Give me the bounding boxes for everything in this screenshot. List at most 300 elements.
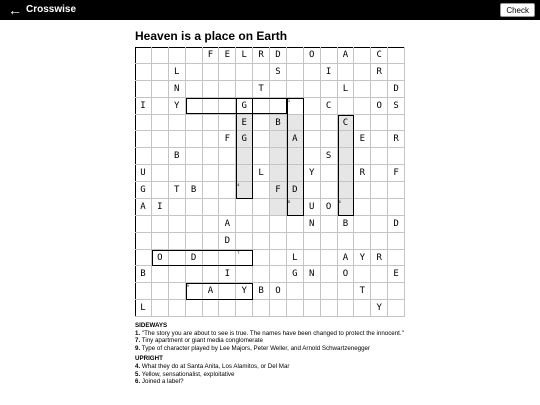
grid-cell[interactable] (354, 81, 371, 98)
cell-letter: L (173, 66, 180, 77)
grid-cell[interactable] (371, 250, 388, 267)
cell-letter: R (376, 66, 382, 77)
grid-cell[interactable] (253, 81, 270, 98)
grid-cell[interactable] (253, 165, 270, 182)
grid-cell[interactable] (236, 250, 253, 267)
grid-cell[interactable] (287, 250, 304, 267)
grid-cell[interactable] (371, 283, 388, 300)
grid-cell[interactable] (270, 115, 287, 132)
grid-cell[interactable] (388, 148, 405, 165)
grid-cell[interactable] (287, 283, 304, 300)
grid-cell[interactable] (186, 131, 203, 148)
grid-cells (135, 47, 405, 317)
clue-number: 9 (186, 283, 189, 289)
grid-cell[interactable] (219, 148, 236, 165)
grid-cell[interactable] (203, 165, 220, 182)
clue-sideways-7[interactable]: 7. Tiny apartment or giant media conglomerate (135, 337, 263, 345)
grid-cell[interactable] (304, 64, 321, 81)
grid-cell[interactable] (219, 300, 236, 317)
grid-cell[interactable] (321, 266, 338, 283)
grid-cell[interactable] (135, 233, 152, 250)
grid-cell[interactable] (253, 148, 270, 165)
grid-cell[interactable] (236, 115, 253, 132)
grid-cell[interactable] (388, 250, 405, 267)
grid-cell[interactable] (388, 199, 405, 216)
grid-cell[interactable] (169, 165, 186, 182)
grid-cell[interactable] (135, 250, 152, 267)
grid-cell[interactable] (152, 81, 169, 98)
grid-cell[interactable] (388, 182, 405, 199)
grid-cell[interactable] (186, 182, 203, 199)
grid-cell[interactable] (152, 148, 169, 165)
grid-cell[interactable] (135, 300, 152, 317)
grid-cell[interactable] (186, 47, 203, 64)
grid-cell[interactable] (219, 165, 236, 182)
grid-cell[interactable] (253, 47, 270, 64)
cell-letter: F (224, 134, 231, 145)
grid-cell[interactable] (135, 81, 152, 98)
grid-cell[interactable] (253, 250, 270, 267)
grid-cell[interactable] (169, 216, 186, 233)
grid-cell[interactable] (354, 199, 371, 216)
grid-cell[interactable] (338, 300, 355, 317)
grid-cell[interactable] (321, 131, 338, 148)
grid-cell[interactable] (388, 233, 405, 250)
clue-sideways-1[interactable]: 1. "The story you are about to see is true. The names have been changed to protect the innocent." (135, 329, 404, 337)
grid-cell[interactable] (169, 98, 186, 115)
grid-cell[interactable] (287, 216, 304, 233)
grid-cell[interactable] (253, 64, 270, 81)
grid-cell[interactable] (354, 250, 371, 267)
back-arrow-icon[interactable]: ← (8, 2, 22, 18)
grid-cell[interactable] (186, 233, 203, 250)
grid-cell[interactable] (354, 165, 371, 182)
grid-cell[interactable] (287, 131, 304, 148)
grid-cell[interactable] (135, 148, 152, 165)
grid-cell[interactable] (152, 233, 169, 250)
grid-cell[interactable] (304, 131, 321, 148)
grid-cell[interactable] (304, 115, 321, 132)
grid-cell[interactable] (152, 131, 169, 148)
grid-cell[interactable] (203, 81, 220, 98)
grid-cell[interactable] (388, 64, 405, 81)
grid-cell[interactable] (186, 283, 203, 300)
grid-cell[interactable] (354, 266, 371, 283)
grid-cell[interactable] (203, 64, 220, 81)
grid-cell[interactable] (219, 64, 236, 81)
grid-cell[interactable] (388, 216, 405, 233)
grid-cell[interactable] (203, 216, 220, 233)
grid-cell[interactable] (304, 216, 321, 233)
cell-letter: S (325, 151, 332, 162)
grid-cell[interactable] (388, 283, 405, 300)
grid-cell[interactable] (270, 165, 287, 182)
grid-cell[interactable] (236, 81, 253, 98)
grid-cell[interactable] (236, 64, 253, 81)
grid-cell[interactable] (219, 98, 236, 115)
grid-cell[interactable] (371, 300, 388, 317)
grid-cell[interactable] (169, 182, 186, 199)
grid-cell[interactable] (203, 148, 220, 165)
grid-cell[interactable] (186, 250, 203, 267)
cell-letter: I (140, 100, 146, 111)
grid-cell[interactable] (135, 266, 152, 283)
cell-letter: R (376, 252, 382, 263)
grid-cell[interactable] (253, 300, 270, 317)
clue-sideways-9[interactable]: 9. Type of character played by Lee Majors, Peter Weller, and Arnold Schwartzenegger (135, 344, 371, 352)
grid-cell[interactable] (354, 98, 371, 115)
grid-cell[interactable] (219, 233, 236, 250)
cell-letter: F (207, 50, 214, 60)
grid-cell[interactable] (219, 47, 236, 64)
grid-cell[interactable] (152, 216, 169, 233)
grid-cell[interactable] (388, 47, 405, 64)
grid-cell[interactable] (338, 115, 355, 132)
grid-cell[interactable] (304, 199, 321, 216)
grid-cell[interactable] (186, 64, 203, 81)
cell-letter: E (241, 117, 247, 128)
grid-cell[interactable] (169, 233, 186, 250)
grid-cell[interactable] (388, 165, 405, 182)
grid-cell[interactable] (338, 283, 355, 300)
grid-cell[interactable] (219, 283, 236, 300)
grid-cell[interactable] (270, 283, 287, 300)
grid-cell[interactable] (321, 216, 338, 233)
grid-cell[interactable] (321, 182, 338, 199)
grid-cell[interactable] (388, 98, 405, 115)
grid-cell[interactable] (236, 148, 253, 165)
grid-cell[interactable] (152, 165, 169, 182)
grid-cell[interactable] (287, 98, 304, 115)
grid-cell[interactable] (388, 300, 405, 317)
grid-cell[interactable] (219, 216, 236, 233)
grid-cell[interactable] (135, 216, 152, 233)
grid-cell[interactable] (321, 283, 338, 300)
grid-cell[interactable] (388, 266, 405, 283)
grid-cell[interactable] (304, 283, 321, 300)
grid-cell[interactable] (354, 182, 371, 199)
grid-cell[interactable] (169, 81, 186, 98)
grid-cell[interactable] (354, 300, 371, 317)
grid-cell[interactable] (371, 216, 388, 233)
grid-cell[interactable] (338, 266, 355, 283)
grid-cell[interactable] (338, 233, 355, 250)
grid-cell[interactable] (304, 233, 321, 250)
grid-cell[interactable] (219, 182, 236, 199)
grid-cell[interactable] (287, 148, 304, 165)
grid-cell[interactable] (287, 266, 304, 283)
grid-cell[interactable] (371, 182, 388, 199)
grid-cell[interactable] (270, 131, 287, 148)
grid-cell[interactable] (236, 233, 253, 250)
cell-letter: R (258, 50, 264, 60)
grid-cell[interactable] (354, 148, 371, 165)
grid-cell[interactable] (321, 233, 338, 250)
grid-cell[interactable] (135, 165, 152, 182)
grid-cell[interactable] (219, 199, 236, 216)
grid-cell[interactable] (236, 165, 253, 182)
grid-cell[interactable] (253, 98, 270, 115)
grid-cell[interactable] (321, 148, 338, 165)
grid-cell[interactable] (371, 131, 388, 148)
cell-letter: E (393, 269, 399, 280)
grid-cell[interactable] (287, 182, 304, 199)
grid-cell[interactable] (321, 250, 338, 267)
grid-cell[interactable] (203, 115, 220, 132)
grid-cell[interactable] (186, 199, 203, 216)
grid-cell[interactable] (236, 199, 253, 216)
grid-cell[interactable] (203, 233, 220, 250)
grid-cell[interactable] (338, 165, 355, 182)
grid-cell[interactable] (253, 233, 270, 250)
grid-cell[interactable] (152, 199, 169, 216)
grid-cell[interactable] (169, 148, 186, 165)
grid-cell[interactable] (304, 98, 321, 115)
clue-number: 4 (237, 182, 240, 187)
grid-cell[interactable] (169, 115, 186, 132)
grid-cell[interactable] (203, 250, 220, 267)
grid-cell[interactable] (253, 115, 270, 132)
grid-cell[interactable] (304, 47, 321, 64)
grid-cell[interactable] (152, 283, 169, 300)
grid-cell[interactable] (371, 266, 388, 283)
grid-cell[interactable] (304, 250, 321, 267)
grid-cell[interactable] (186, 115, 203, 132)
grid-cell[interactable] (152, 64, 169, 81)
grid-cell[interactable] (236, 300, 253, 317)
grid-cell[interactable] (152, 266, 169, 283)
grid-cell[interactable] (270, 148, 287, 165)
grid-cell[interactable] (388, 131, 405, 148)
grid-cell[interactable] (338, 81, 355, 98)
grid-cell[interactable] (236, 47, 253, 64)
grid-cell[interactable] (371, 233, 388, 250)
grid-cell[interactable] (203, 266, 220, 283)
cell-letter: C (376, 50, 382, 60)
grid-cell[interactable] (203, 199, 220, 216)
grid-cell[interactable] (270, 250, 287, 267)
grid-cell[interactable] (270, 182, 287, 199)
grid-cell[interactable] (287, 115, 304, 132)
cell-letter: G (241, 134, 247, 145)
grid-cell[interactable] (169, 47, 186, 64)
grid-cell[interactable] (135, 115, 152, 132)
grid-cell[interactable] (321, 165, 338, 182)
grid-cell[interactable] (338, 148, 355, 165)
grid-cell[interactable] (219, 131, 236, 148)
grid-cell[interactable] (169, 64, 186, 81)
cell-letter: D (190, 252, 197, 263)
grid-cell[interactable] (287, 64, 304, 81)
cell-letter: E (359, 134, 366, 145)
grid-cell[interactable] (203, 300, 220, 317)
grid-cell[interactable] (338, 216, 355, 233)
grid-cell[interactable] (354, 64, 371, 81)
grid-cell[interactable] (253, 283, 270, 300)
grid-cell[interactable] (186, 216, 203, 233)
grid-cell[interactable] (236, 98, 253, 115)
grid-cell[interactable] (338, 131, 355, 148)
grid-cell[interactable] (354, 131, 371, 148)
grid-cell[interactable] (186, 81, 203, 98)
grid-cell[interactable] (203, 98, 220, 115)
grid-cell[interactable] (236, 266, 253, 283)
grid-cell[interactable] (287, 199, 304, 216)
grid-cell[interactable] (321, 300, 338, 317)
grid-cell[interactable] (388, 81, 405, 98)
grid-cell[interactable] (371, 199, 388, 216)
grid-cell[interactable] (371, 47, 388, 64)
grid-cell[interactable] (253, 182, 270, 199)
cell-letter: T (173, 185, 180, 195)
grid-cell[interactable] (236, 182, 253, 199)
grid-cell[interactable] (219, 266, 236, 283)
grid-cell[interactable] (186, 300, 203, 317)
grid-cell[interactable] (152, 182, 169, 199)
grid-cell[interactable] (354, 233, 371, 250)
grid-cell[interactable] (203, 131, 220, 148)
cell-letter: B (275, 117, 281, 128)
grid-cell[interactable] (152, 115, 169, 132)
grid-cell[interactable] (304, 165, 321, 182)
clue-number: 1 (287, 97, 291, 103)
grid-cell[interactable] (287, 300, 304, 317)
cell-letter: E (224, 50, 231, 60)
grid-cell[interactable] (169, 250, 186, 267)
grid-cell[interactable] (219, 115, 236, 132)
grid-cell[interactable] (321, 115, 338, 132)
grid-cell[interactable] (287, 47, 304, 64)
cell-letter: B (190, 185, 197, 195)
crossword-grid (135, 47, 405, 317)
grid-cell[interactable] (186, 165, 203, 182)
grid-cell[interactable] (270, 47, 287, 64)
grid-cell[interactable] (270, 300, 287, 317)
cell-letter: D (275, 50, 281, 60)
check-button[interactable]: Check (500, 3, 535, 17)
grid-cell[interactable] (388, 115, 405, 132)
grid-cell[interactable] (135, 64, 152, 81)
grid-cell[interactable] (287, 81, 304, 98)
cell-letter: I (224, 269, 231, 280)
grid-cell[interactable] (169, 266, 186, 283)
grid-cell[interactable] (354, 216, 371, 233)
grid-cell[interactable] (304, 300, 321, 317)
cell-letter: D (224, 235, 231, 246)
grid-cell[interactable] (169, 199, 186, 216)
cell-letter: S (275, 66, 281, 77)
grid-cell[interactable] (371, 64, 388, 81)
clue-upright-4[interactable]: 4. What they do at Santa Anita, Los Alamitos, or Del Mar (135, 362, 290, 370)
grid-cell[interactable] (152, 47, 169, 64)
grid-cell[interactable] (338, 199, 355, 216)
grid-cell[interactable] (304, 182, 321, 199)
grid-cell[interactable] (338, 98, 355, 115)
grid-cell[interactable] (253, 266, 270, 283)
grid-cell[interactable] (354, 115, 371, 132)
grid-cell[interactable] (169, 300, 186, 317)
grid-cell[interactable] (152, 250, 169, 267)
grid-cell[interactable] (270, 266, 287, 283)
grid-cell[interactable] (287, 233, 304, 250)
grid-cell[interactable] (304, 148, 321, 165)
grid-cell[interactable] (338, 64, 355, 81)
grid-cell[interactable] (152, 98, 169, 115)
grid-cell[interactable] (169, 131, 186, 148)
grid-cell[interactable] (135, 98, 152, 115)
grid-cell[interactable] (338, 47, 355, 64)
cell-letter: A (140, 201, 146, 212)
cell-letter: L (258, 168, 264, 179)
clue-upright-6[interactable]: 6. Joined a label? (135, 378, 184, 386)
grid-cell[interactable] (338, 182, 355, 199)
grid-cell[interactable] (135, 283, 152, 300)
cell-letter: G (241, 100, 247, 111)
grid-cell[interactable] (270, 81, 287, 98)
grid-cell[interactable] (219, 81, 236, 98)
cell-letter: C (342, 117, 349, 128)
grid-cell[interactable] (354, 47, 371, 64)
cell-letter: B (173, 151, 180, 162)
grid-cell[interactable] (219, 250, 236, 267)
grid-cell[interactable] (186, 266, 203, 283)
clue-upright-5[interactable]: 5. Yellow, sensationalist, exploitative (135, 370, 235, 378)
grid-cell[interactable] (169, 283, 186, 300)
grid-cell[interactable] (203, 182, 220, 199)
grid-cell[interactable] (236, 216, 253, 233)
grid-cell[interactable] (186, 98, 203, 115)
grid-cell[interactable] (371, 81, 388, 98)
grid-cell[interactable] (236, 131, 253, 148)
grid-cell[interactable] (270, 64, 287, 81)
grid-cell[interactable] (321, 47, 338, 64)
grid-cell[interactable] (371, 115, 388, 132)
grid-cell[interactable] (186, 148, 203, 165)
grid-cell[interactable] (135, 182, 152, 199)
grid-cell[interactable] (135, 131, 152, 148)
grid-cell[interactable] (135, 199, 152, 216)
grid-cell[interactable] (354, 283, 371, 300)
grid-cell[interactable] (304, 266, 321, 283)
grid-cell[interactable] (287, 165, 304, 182)
cell-letter: D (393, 83, 399, 94)
grid-cell[interactable] (321, 81, 338, 98)
grid-cell[interactable] (236, 283, 253, 300)
grid-cell[interactable] (270, 199, 287, 216)
grid-cell[interactable] (304, 81, 321, 98)
grid-cell[interactable] (152, 300, 169, 317)
grid-cell[interactable] (321, 64, 338, 81)
grid-cell[interactable] (270, 98, 287, 115)
grid-cell[interactable] (270, 216, 287, 233)
cell-letter: I (325, 66, 332, 77)
grid-cell[interactable] (371, 98, 388, 115)
grid-cell[interactable] (135, 47, 152, 64)
grid-cell[interactable] (371, 148, 388, 165)
cell-letter: R (359, 168, 366, 179)
grid-cell[interactable] (371, 165, 388, 182)
grid-cell[interactable] (321, 98, 338, 115)
grid-cell[interactable] (338, 250, 355, 267)
grid-cell[interactable] (253, 199, 270, 216)
grid-cell[interactable] (270, 233, 287, 250)
cell-letter: O (325, 201, 332, 212)
grid-cell[interactable] (203, 47, 220, 64)
grid-cell[interactable] (321, 199, 338, 216)
grid-cell[interactable] (253, 216, 270, 233)
grid-cell[interactable] (203, 283, 220, 300)
grid-cell[interactable] (253, 131, 270, 148)
